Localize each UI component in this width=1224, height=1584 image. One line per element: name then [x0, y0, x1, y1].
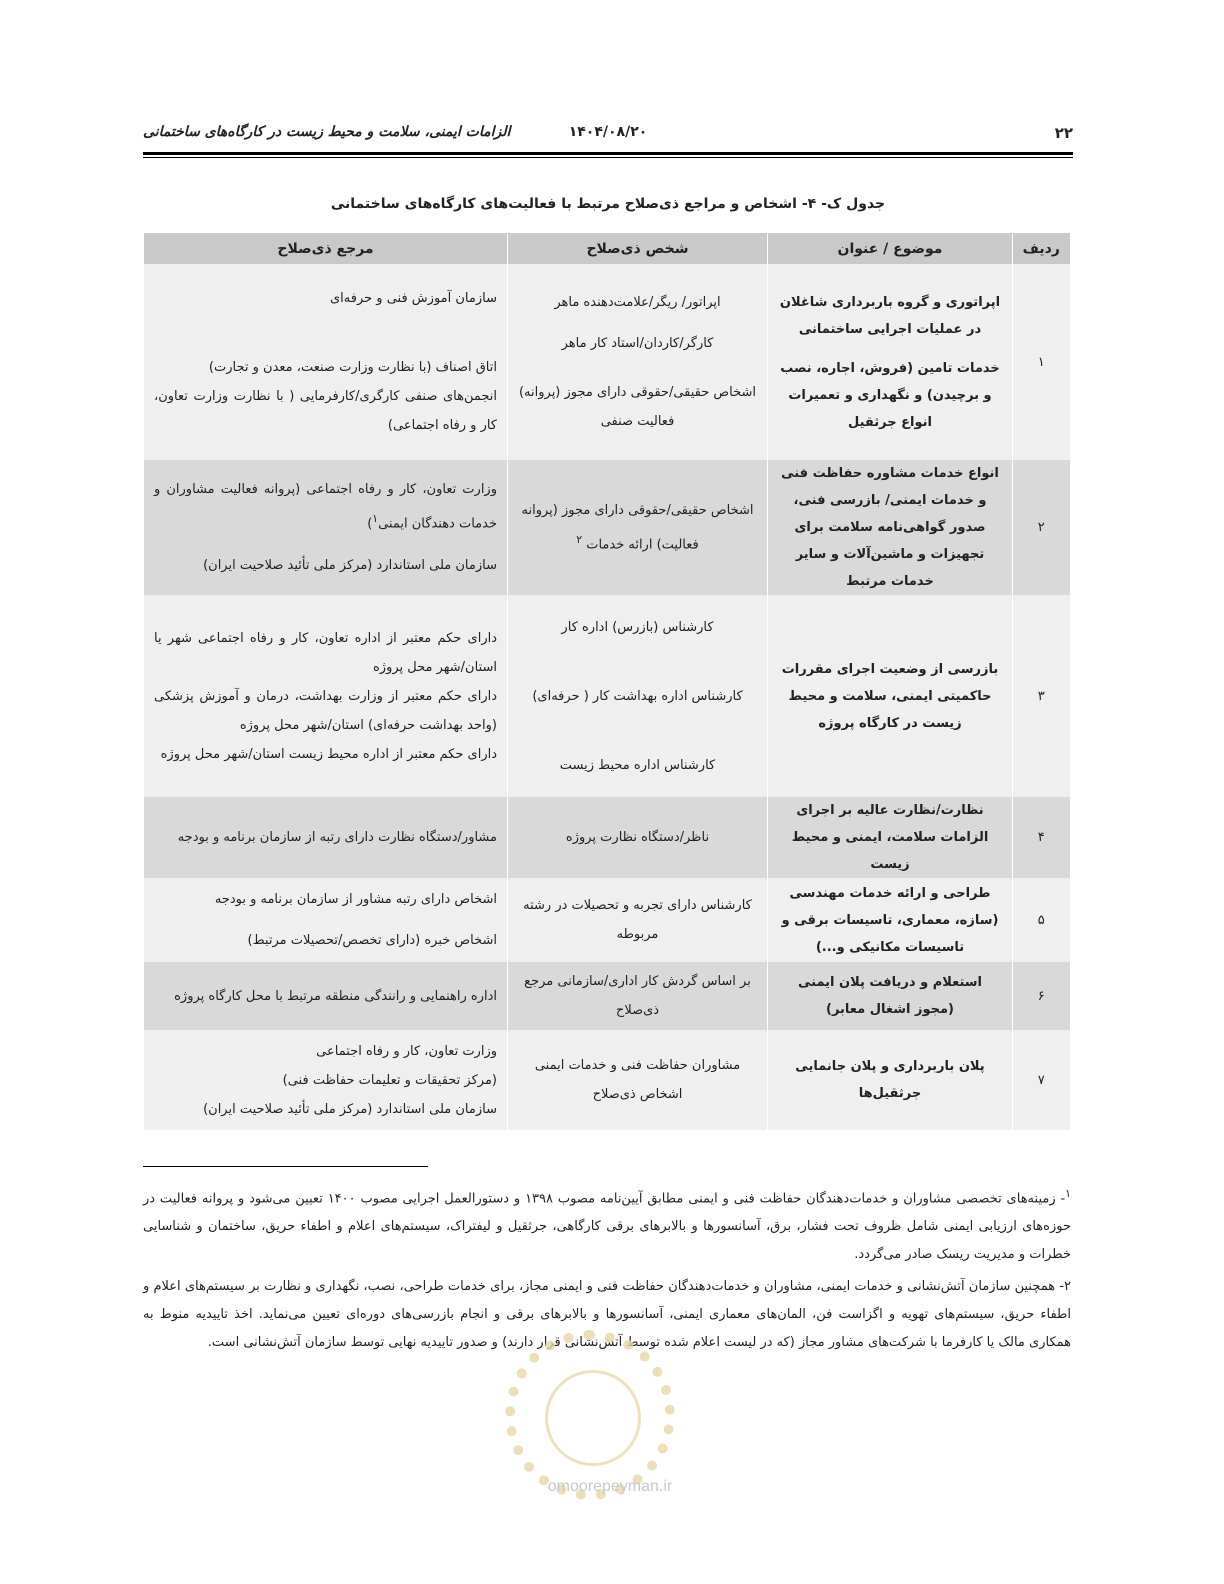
row-authority [144, 460, 508, 595]
row-person: کارشناس دارای تجربه و تحصیلات در رشته مربوطه [508, 878, 768, 962]
row-subject: بازرسی از وضعیت اجرای مقررات حاکمیتی ایمنی، سلامت و محیط زیست در کارگاه پروژه [768, 595, 1013, 797]
row-number: ۷ [1013, 1030, 1070, 1130]
row-authority: اداره راهنمایی و رانندگی منطقه مرتبط با محل کارگاه پروژه [144, 962, 508, 1030]
document-date: ۱۴۰۴/۰۸/۲۰ [568, 124, 648, 140]
table-row [144, 962, 1070, 1030]
row-authority [144, 1030, 508, 1130]
row-person: ناظر/دستگاه نظارت پروژه [508, 797, 768, 878]
authority-ministry-labour: وزارت تعاون، کار و رفاه اجتماعی (پروانه فعالیت مشاوران و خدمات دهندگان ایمنی$^۱$) [154, 482, 497, 532]
row-subject: نظارت/نظارت عالیه بر اجرای الزامات سلامت، ایمنی و محیط زیست [768, 797, 1013, 878]
authority-standards-org: سازمان ملی استاندارد (مرکز ملی تأئید صلاحیت ایران) [203, 557, 497, 573]
header-subject: موضوع / عنوان [768, 233, 1013, 264]
page-number: ۲۲ [1054, 124, 1073, 142]
table-row [144, 460, 1070, 595]
table-row [144, 1030, 1070, 1130]
authority-labour-office: دارای حکم معتبر از اداره تعاون، کار و رفاه اجتماعی شهر یا استان/شهر محل پروژه [154, 630, 497, 675]
row-subject [768, 264, 1013, 460]
row-number: ۶ [1013, 962, 1070, 1030]
header-competent-authority: مرجع ذی‌صلاح [144, 233, 508, 264]
table-row [144, 264, 1070, 460]
person-health-expert: کارشناس اداره بهداشت کار ( حرفه‌ای) [532, 688, 743, 704]
person-licensed-services: اشخاص حقیقی/حقوقی دارای مجوز (پروانه فعالیت) ارائه خدمات [521, 502, 754, 553]
footnote-1: $^۱$- زمینه‌های تخصصی مشاوران و خدمات‌دهندگان حفاظت فنی و ایمنی مطابق آیین‌نامه مصوب ۱۳۹۸ و دستورالعمل اجرایی مصوب ۱۴۰۰ تعیین می‌شود و پروانه فعالیت در حوزه‌های ارزیابی ایمنی شامل ظروف تحت فشار، برق، آسانسورها و بالابرهای برقی کارگاهی، جرثقیل و لیفتراک، سیستم‌های اعلام و اطفاء حریق، ساختمان و شناسایی خطرات و مدیریت ریسک صادر می‌گردد. [143, 1187, 1071, 1263]
authority-guild-chamber: اتاق اصناف (با نظارت وزارت صنعت، معدن و تجارت) [208, 360, 497, 375]
table-row [144, 878, 1070, 962]
row-number: ۲ [1013, 460, 1070, 595]
row-subject: طراحی و ارائه خدمات مهندسی (سازه، معماری، تاسیسات برقی و تاسیسات مکانیکی و...) [768, 878, 1013, 962]
page-header [143, 120, 1073, 148]
person-operator: اپراتور/ ریگر/علامت‌دهنده ماهر [554, 295, 721, 310]
row-subject: انواع خدمات مشاوره حفاظت فنی و خدمات ایمنی/ بازرسی فنی، صدور گواهی‌نامه سلامت برای تجهیزات و ماشین‌آلات و سایر خدمات مرتبط [768, 460, 1013, 595]
subject-lifting-operators: اپراتوری و گروه باربرداری شاغلان در عملیات اجرایی ساختمانی [779, 294, 1001, 337]
authority-tvto: سازمان آموزش فنی و حرفه‌ای [329, 291, 497, 306]
table-row [144, 595, 1070, 797]
person-labour-inspector: کارشناس (بازرس) اداره کار [561, 619, 714, 635]
authority-safety-research-center: (مرکز تحقیقات و تعلیمات حفاظت فنی) [282, 1072, 497, 1088]
person-worker: کارگر/کاردان/استاد کار ماهر [561, 336, 714, 351]
row-number: ۴ [1013, 797, 1070, 878]
row-subject: استعلام و دریافت پلان ایمنی (مجوز اشغال معابر) [768, 962, 1013, 1030]
row-person: مشاوران حفاظت فنی و خدمات ایمنی اشخاص ذی‌صلاح [508, 1030, 768, 1130]
header-row-number: ردیف [1013, 233, 1070, 264]
person-environment-expert: کارشناس اداره محیط زیست [559, 757, 716, 773]
table-row [144, 797, 1070, 878]
subject-crane-services: خدمات تامین (فروش، اجاره، نصب و برچیدن) و نگهداری و تعمیرات انواع جرثقیل [780, 360, 1000, 430]
header-competent-person: شخص ذی‌صلاح [508, 233, 768, 264]
row-subject: پلان باربرداری و پلان جانمایی جرثقیل‌ها [768, 1030, 1013, 1130]
footnote-ref-1: ۱ [372, 512, 379, 526]
row-authority [144, 878, 508, 962]
footnote-ref-2: ۲ [576, 532, 583, 546]
row-authority [144, 595, 508, 797]
watermark-seal-icon [505, 1330, 675, 1500]
authority-health-ministry: دارای حکم معتبر از وزارت بهداشت، درمان و آموزش پزشکی (واحد بهداشت حرفه‌ای) استان/شهر محل پروژه [154, 688, 497, 733]
row-authority: مشاور/دستگاه نظارت دارای رتبه از سازمان برنامه و بودجه [144, 797, 508, 878]
row-person: بر اساس گردش کار اداری/سازمانی مرجع ذی‌صلاح [508, 962, 768, 1030]
row-person [508, 264, 768, 460]
row-person [508, 460, 768, 595]
footnote-separator [143, 1166, 428, 1167]
watermark-text: omoorepeyman.ir [547, 1478, 673, 1495]
row-number: ۵ [1013, 878, 1070, 962]
row-number: ۳ [1013, 595, 1070, 797]
competent-authorities-table [143, 233, 1070, 1130]
row-authority [144, 264, 508, 460]
authority-ranked-consultants: اشخاص دارای رتبه مشاور از سازمان برنامه و بودجه [214, 892, 497, 907]
footnote-2: ۲- همچنین سازمان آتش‌نشانی و خدمات ایمنی، مشاوران و خدمات‌دهندگان حفاظت فنی و ایمنی مجاز، برای خدمات طراحی، نصب، نگهداری و نظارت بر سیستم‌های اعلام و اطفاء حریق، سیستم‌های تهویه و اگزاست فن، المان‌های معماری ایمنی، آسانسورها و بالابرهای برقی و انجام بازرسی‌های دوره‌ای تعیین می‌نماید. اخذ تاییدیه منوط به همکاری مالک یا کارفرما با شرکت‌های مشاور مجاز (که در لیست اعلام شده توسط آتش‌نشانی قرار دارند) و صدور تاییدیه نهایی توسط سازمان آتش‌نشانی است. [143, 1279, 1071, 1351]
authority-experts: اشخاص خبره (دارای تخصص/تحصیلات مرتبط) [247, 933, 497, 948]
table-header-row [144, 233, 1070, 264]
authority-environment-office: دارای حکم معتبر از اداره محیط زیست استان/شهر محل پروژه [160, 746, 497, 762]
row-person [508, 595, 768, 797]
authority-ministry-labour: وزارت تعاون، کار و رفاه اجتماعی [316, 1043, 497, 1059]
authority-standards-org: سازمان ملی استاندارد (مرکز ملی تأئید صلاحیت ایران) [203, 1101, 497, 1117]
authority-guild-associations: انجمن‌های صنفی کارگری/کارفرمایی ( با نظارت وزارت تعاون، کار و رفاه اجتماعی) [154, 389, 497, 433]
header-rule-thick [143, 152, 1073, 155]
running-title: الزامات ایمنی، سلامت و محیط زیست در کارگاه‌های ساختمانی [143, 124, 511, 140]
header-rule-thin [143, 157, 1073, 158]
table-caption: جدول ک- ۴- اشخاص و مراجع ذی‌صلاح مرتبط با فعالیت‌های کارگاه‌های ساختمانی [330, 196, 886, 212]
person-licensed-entities: اشخاص حقیقی/حقوقی دارای مجوز (پروانه) فعالیت صنفی [518, 385, 757, 429]
row-number: ۱ [1013, 264, 1070, 460]
